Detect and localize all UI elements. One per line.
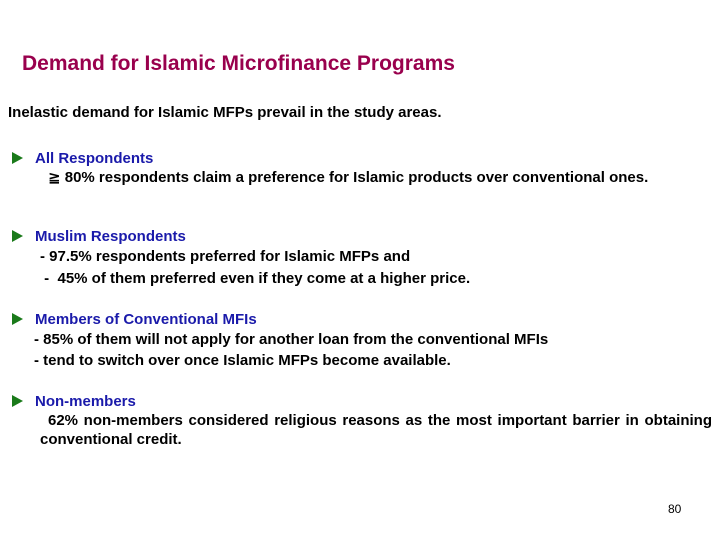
arrow-bullet-icon <box>12 152 23 164</box>
section-all-respondents <box>8 148 723 187</box>
heading-label: All Respondents <box>35 149 154 167</box>
section-heading <box>8 226 723 246</box>
section-line: - 45% of them preferred even if they come at a higher price. <box>40 270 471 287</box>
page-number: 80 <box>668 502 682 516</box>
arrow-bullet-icon <box>12 395 23 407</box>
heading-label: Non-members <box>35 392 136 410</box>
slide-title: Demand for Islamic Microfinance Programs <box>22 52 455 75</box>
section-heading <box>8 391 723 411</box>
section-line: - 97.5% respondents preferred for Islamic MFPs and <box>40 248 411 265</box>
section-line: - tend to switch over once Islamic MFPs become available. <box>34 352 451 369</box>
arrow-bullet-icon <box>12 230 23 242</box>
heading-label: Members of Conventional MFIs <box>35 310 257 328</box>
section-line: - 85% of them will not apply for another loan from the conventional MFIs <box>34 331 549 348</box>
section-muslim-respondents <box>8 226 723 288</box>
section-non-members <box>8 391 723 449</box>
section-members-conventional <box>8 309 723 370</box>
section-line: 62% non-members considered religious reasons as the most important barrier in obtaining conventional credit. <box>40 412 712 448</box>
section-heading <box>8 309 723 329</box>
heading-label: Muslim Respondents <box>35 227 186 245</box>
section-heading <box>8 148 723 168</box>
section-line: ≧ 80% respondents claim a preference for Islamic products over conventional ones. <box>48 169 649 186</box>
intro-text: Inelastic demand for Islamic MFPs prevail in the study areas. <box>8 104 442 121</box>
arrow-bullet-icon <box>12 313 23 325</box>
